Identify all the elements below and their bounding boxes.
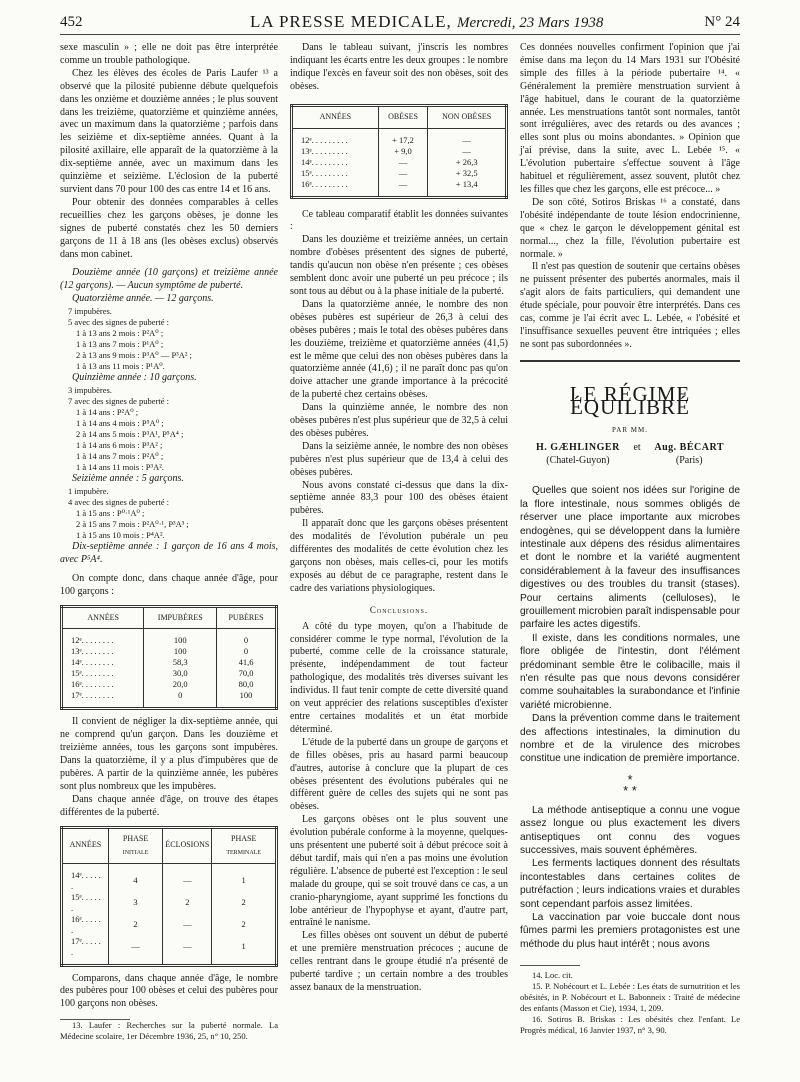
table-row: 16ᵉ. . . . . . . . 20,0 80,0 [62,679,277,690]
table-row: 14ᵉ. . . . . . 4 — 1 [62,870,277,892]
list-item: 5 avec des signes de puberté : [68,317,170,328]
issue-date: Mercredi, 23 Mars 1938 [457,15,604,31]
table-header: ÉCLOSIONS [163,827,212,863]
paragraph: Il n'est pas question de soutenir que certains obèses ne puissent présenter des pubertés anormales, mais il s'agit alors de faits particuliers, qui demandent une étude spéciale, pour pouvoir être interprétés. Dans ces cas, comme je l'ai écrit avec L. Lebée, « l'obésité et l'insuffisance sexuelles peuvent être intriquées ; elles ne sont pas subordonnées ». [520,261,740,350]
section-heading: Conclusions. [369,604,429,615]
subheading: Dix-septième année : 1 garçon de 16 ans 4 mois, avec P⁵A⁴. [60,540,278,565]
byline-prefix: PAR MM. [612,425,648,434]
list-item: 7 avec des signes de puberté : [68,396,170,407]
footnote: 13. Laufer : Recherches sur la puberté normale. La Médecine scolaire, 1er Décembre 1936, 25, n° 10, 250. [60,1020,278,1042]
paragraph: Dans la quinzième année, le nombre des non obèses pubères n'est plus supérieur que de 32,5 à celui des obèses pubères. [290,402,508,439]
paragraph: Il apparaît donc que les garçons obèses présentent des modalités de l'évolution pubérale un peu différentes des modalités de cette évolution chez les garçons non obèses, mais celles-ci, pour les motifs exposés au début de ce paragraphe, restent dans le cadre des variations physiologiques. [290,518,508,594]
author-location: (Paris) [675,455,703,467]
author [654,442,724,468]
article [520,360,740,952]
paragraph: Nous avons constaté ci-dessus que dans la dix-septième année 83,3 pour 100 des obèses étaient pubères. [290,479,508,517]
list-item: 1 à 14 ans 11 mois : P³A². [76,462,164,473]
paragraph: A côté du type moyen, qu'on a l'habitude de considérer comme le type normal, l'évolution de la puberté, comme celle de la croissance staturale, présente, indépendamment de tout facteur pathologique, des modalités très diverses suivant les individus. Il faut tenir compte de cette diversité quand on veut apprécier des relations susceptibles d'exister entre certaines modalités et un état morbide déterminé. [290,620,508,735]
case-list [60,385,278,473]
paragraph: Il existe, dans les conditions normales, une flore obligée de l'intestin, dont l'élément prédominant semble être le colibacille, mais il n'en résulte pas que nous devons considérer comme souhaitables la surabondance et l'infinie variété microbienne. [520,632,740,711]
table-row: 16ᵉ. . . . . . . . . — + 13,4 [292,179,507,190]
list-item: 1 à 14 ans 7 mois : P²A⁰ ; [76,451,164,462]
puberty-table [60,605,278,711]
list-item: 1 à 14 ans 4 mois : P⁵A⁰ ; [76,418,164,429]
comparison-table [290,104,508,199]
table-header: ANNÉES [62,606,144,629]
footnote: 15. P. Nobécourt et L. Lebée : Les états de surnutrition et les obésités, in P. Nobécourt et L. Babonneix : Traité de médecine des enfants (Masson et Cie), 1934, 1, 209. [520,981,740,1014]
case-list [60,306,278,372]
paragraph: On compte donc, dans chaque année d'âge, pour 100 garçons : [60,572,278,597]
authors [520,442,740,468]
paragraph: Chez les élèves des écoles de Paris Laufer ¹³ a observé que la pilosité pubienne débute quelquefois dans les onzième et douzième années ; le plus souvent dans les treizième, quatorzième et quinzième années, avec un maximum dans la quatorzième ; parfois dans les seizième et dix-septième années. Quant à la pilosité axillaire, elle apparaît de la quatorzième à la dix-septième année, avec un maximum dans les quinzième et seizième. L'éclosion de la puberté survient dans 70 pour 100 des cas entre 14 et 16 ans. [60,67,278,195]
list-item: 1 à 13 ans 11 mois : P¹A⁰. [76,361,165,372]
paragraph: Il convient de négliger la dix-septième année, qui ne comprend qu'un garçon. Dans les douzième et treizième années, tous les garçons sont impubères. Dans la quatorzième, il y a plus d'impubères que de pubères. A partir de la quinzième année, les pubères sont plus nombreux que les impubères. [60,716,278,792]
author [536,442,620,468]
list-item: 2 à 13 ans 9 mois : P³A⁰ — P³A² ; [76,350,192,361]
table-row: 14ᵉ. . . . . . . . . — + 26,3 [292,157,507,168]
footnote: 14. Loc. cit. [532,970,573,981]
paragraph: L'étude de la puberté dans un groupe de garçons et de filles obèses, pris au hasard parmi beaucoup d'autres, autorise à conclure que la plupart de ces obèses présentent des évolutions pubérales qui ne diffèrent guère de celles des sujets qui ne sont pas obèses. [290,736,508,813]
table-header: ANNÉES [62,827,109,863]
paragraph: Les garçons obèses ont le plus souvent une évolution pubérale conforme à la moyenne, quelques-uns présentent une puberté soit à début précoce soit à début tardif, mais qui n'en a pas moins une évolution régulière. L'absence de puberté est l'exception : le seul malade du groupe, qui se soit trouvé dans ce cas, a un cranio-pharyngiome, ayant supprimé les fonctions du lobe antérieur de l'hypophyse et ayant, d'autre part, entraîné le nanisme. [290,814,508,929]
paragraph: sexe masculin » ; elle ne doit pas être interprétée comme un trouble pathologique. [60,42,278,66]
list-item: 1 à 14 ans 6 mois : P³A² ; [76,440,163,451]
table-header: PUBÈRES [217,606,277,629]
table-row: 12ᵉ. . . . . . . . 100 0 [62,635,277,646]
list-item: 2 à 14 ans 5 mois : P³A¹, P⁵A⁴ ; [76,429,184,440]
table-row: 14ᵉ. . . . . . . . 58,3 41,6 [62,657,277,668]
paragraph: Dans chaque année d'âge, on trouve des étapes différentes de la puberté. [60,793,278,818]
list-item: 1 à 15 ans 10 mois : P⁴A². [76,529,165,540]
paragraph: Les ferments lactiques donnent des résultats incontestables dans certaines colites de putréfaction ; leurs indications vraies et durables sont cependant parfois assez limitées. [520,858,740,910]
table-row: 15ᵉ. . . . . . . . . — + 32,5 [292,168,507,179]
paragraph: Dans la quatorzième année, le nombre des non obèses pubères est supérieur de 26,3 à celui des obèses pubères ; mais le total des obèses pubères dans les douzième, treizième et quatorzième années (41,5) est le même que celui des non obèses pubères dans la quatorzième année (41,6) ; il ne paraît donc pas qu'on doive attacher une grande importance à la précocité de la puberté chez certains obèses. [290,298,508,401]
paragraph: Dans les douzième et treizième années, un certain nombre d'obèses présentent des signes de puberté, tandis qu'aucun non obèse n'en présente ; ces obèses semblent donc avoir une puberté un peu précoce ; ils sont tous au début ou à la phase initiale de la puberté. [290,234,508,297]
table-row: 13ᵉ. . . . . . . . 100 0 [62,646,277,657]
paragraph: Quelles que soient nos idées sur l'origine de la flore intestinale, nous sommes obligés de réserver une place importante aux microbes endogènes, qui se développent dans la lumière intestinale aux dépens des résidus alimentaires et dont le nombre et la variété augmentent considérablement à la faveur des insuffisances digestives ou des troubles du transit (stases). Pour certains aliments (celluloses), le grouillement microbien paraît indispensable pour parfaire les actes digestifs. [520,485,740,631]
table-row: 16ᵉ. . . . . . 2 — 2 [62,914,277,936]
list-item: 1 à 13 ans 2 mois : P²A⁰ ; [76,328,164,339]
paragraph: Ce tableau comparatif établit les données suivantes : [290,208,508,233]
paragraph: La vaccination par voie buccale dont nous fûmes parmi les premiers protagonistes est une méthode du plus haut intérêt ; nous avons [520,912,740,950]
paragraph: De son côté, Sotiros Briskas ¹⁶ a constaté, dans l'obésité indépendante de toute lésion endocrinienne, que « chez le garçon le développement génital est normal..., chez la fille, l'évolution pubertaire est normale. » [520,196,740,260]
author-location: (Chatel-Guyon) [546,455,610,467]
table-row: 17ᵉ. . . . . . . . 0 100 [62,690,277,701]
table-row: 12ᵉ. . . . . . . . . + 17,2 — [292,135,507,146]
list-item: 3 impubères. [68,385,112,396]
journal-name: LA PRESSE MEDICALE, [250,12,452,31]
column-1 [60,42,278,1042]
author-name: H. GÆHLINGER [536,442,620,454]
paragraph: Ces données nouvelles confirment l'opinion que j'ai émise dans ma leçon du 14 Mars 1931 sur l'Obésité simple des filles à la période pubertaire ¹⁴. « Généralement la première menstruation survient à l'âge habituel, dans le courant de la quatorzième année. Les menstruations tantôt sont normales, tantôt sont irrégulières, avec des retards ou des avances ; elles sont plus ou moins abondantes. » Opinion que j'ai prévise, dans la suite, avec L. Lebée ¹⁵. « L'évolution pubertaire s'effectue souvent à l'âge habituel et régulièrement, assez souvent, plutôt chez les filles que chez les garçons, elle est précoce... » [520,42,740,195]
column-3 [520,42,740,1036]
page-number: 452 [60,14,83,30]
table-row: 15ᵉ. . . . . . . . 30,0 70,0 [62,668,277,679]
case-list [60,486,278,541]
issue-number: N° 24 [704,14,740,30]
table-row: 15ᵉ. . . . . . 3 2 2 [62,892,277,914]
table-header: ANNÉES [292,105,379,128]
paragraph: Pour obtenir des données comparables à celles recueillies chez les garçons obèses, je donne les signes de puberté constatés chez les 50 derniers garçons de 11 à 18 ans (les obèses exclus) observés dans mon cabinet. [60,196,278,260]
list-item: 7 impubères. [68,306,112,317]
subheading: Quinzième année : 10 garçons. [72,372,197,384]
table-header: NON OBÈSES [428,105,507,128]
list-item: 2 à 15 ans 7 mois : P²A⁰·¹, P³A³ ; [76,518,189,529]
journal-title [250,12,603,32]
table-header: PHASE terminale [212,827,277,863]
list-item: 4 avec des signes de puberté : [68,496,170,507]
table-header: PHASE initiale [108,827,163,863]
list-item: 1 à 15 ans : P⁰·¹A⁰ ; [76,507,145,518]
list-item: 1 à 13 ans 7 mois : P¹A⁰ ; [76,339,164,350]
page-header [60,10,740,35]
footnote: 16. Sotiros B. Briskas : Les obésités chez l'enfant. Le Progrès médical, 16 Janvier 1937, n° 3, 90. [520,1014,740,1036]
subheading: Seizième année : 5 garçons. [72,473,184,485]
table-header: OBÈSES [378,105,428,128]
table-row: 17ᵉ. . . . . . — — 1 [62,936,277,958]
stages-table [60,826,278,967]
paragraph: Les filles obèses ont souvent un début de puberté et une première menstruation précoces ; aucune de celles rentrant dans le groupe étudié n'a présenté de puberté tardive ; un certain nombre a des troubles assez banaux de la menstruation. [290,930,508,993]
paragraph: La méthode antiseptique a connu une vogue assez longue ou plus exactement les divers antiseptiques ont connu des vogues successives, mais souvent éphémères. [520,804,740,857]
table-row: 13ᵉ. . . . . . . . . + 9,0 — [292,146,507,157]
subheading: Quatorzième année. — 12 garçons. [72,293,214,305]
article-title: LE RÉGIME ÉQUILIBRÉ [569,381,691,419]
paragraph: Dans la prévention comme dans le traitement des affections intestinales, la diminution du nombre et de la virulence des microbes constitue une indication de première importance. [520,713,740,765]
paragraph: Comparons, dans chaque année d'âge, le nombre des pubères pour 100 obèses et celui des pubères pour 100 garçons non obèses. [60,972,278,1010]
paragraph: Dans la seizième année, le nombre des non obèses pubères n'est plus supérieur que de 13,4 à celui des obèses pubères. [290,440,508,478]
column-2 [290,42,508,995]
author-name: Aug. BÉCART [654,442,724,454]
article-body [520,484,740,951]
author-conjunction: et [633,442,641,454]
asterism-icon: * * * [623,771,637,798]
paragraph: Dans le tableau suivant, j'inscris les nombres indiquant les écarts entre les deux groupes : le nombre indique l'excès en faveur soit des non obèses, soit des obèses. [290,42,508,92]
list-item: 1 impubère. [68,485,109,496]
table-header: IMPUBÈRES [144,606,217,629]
list-item: 1 à 14 ans : P²A⁰ ; [76,407,139,418]
subheading: Douzième année (10 garçons) et treizième année (12 garçons). — Aucun symptôme de puberté. [60,267,278,292]
